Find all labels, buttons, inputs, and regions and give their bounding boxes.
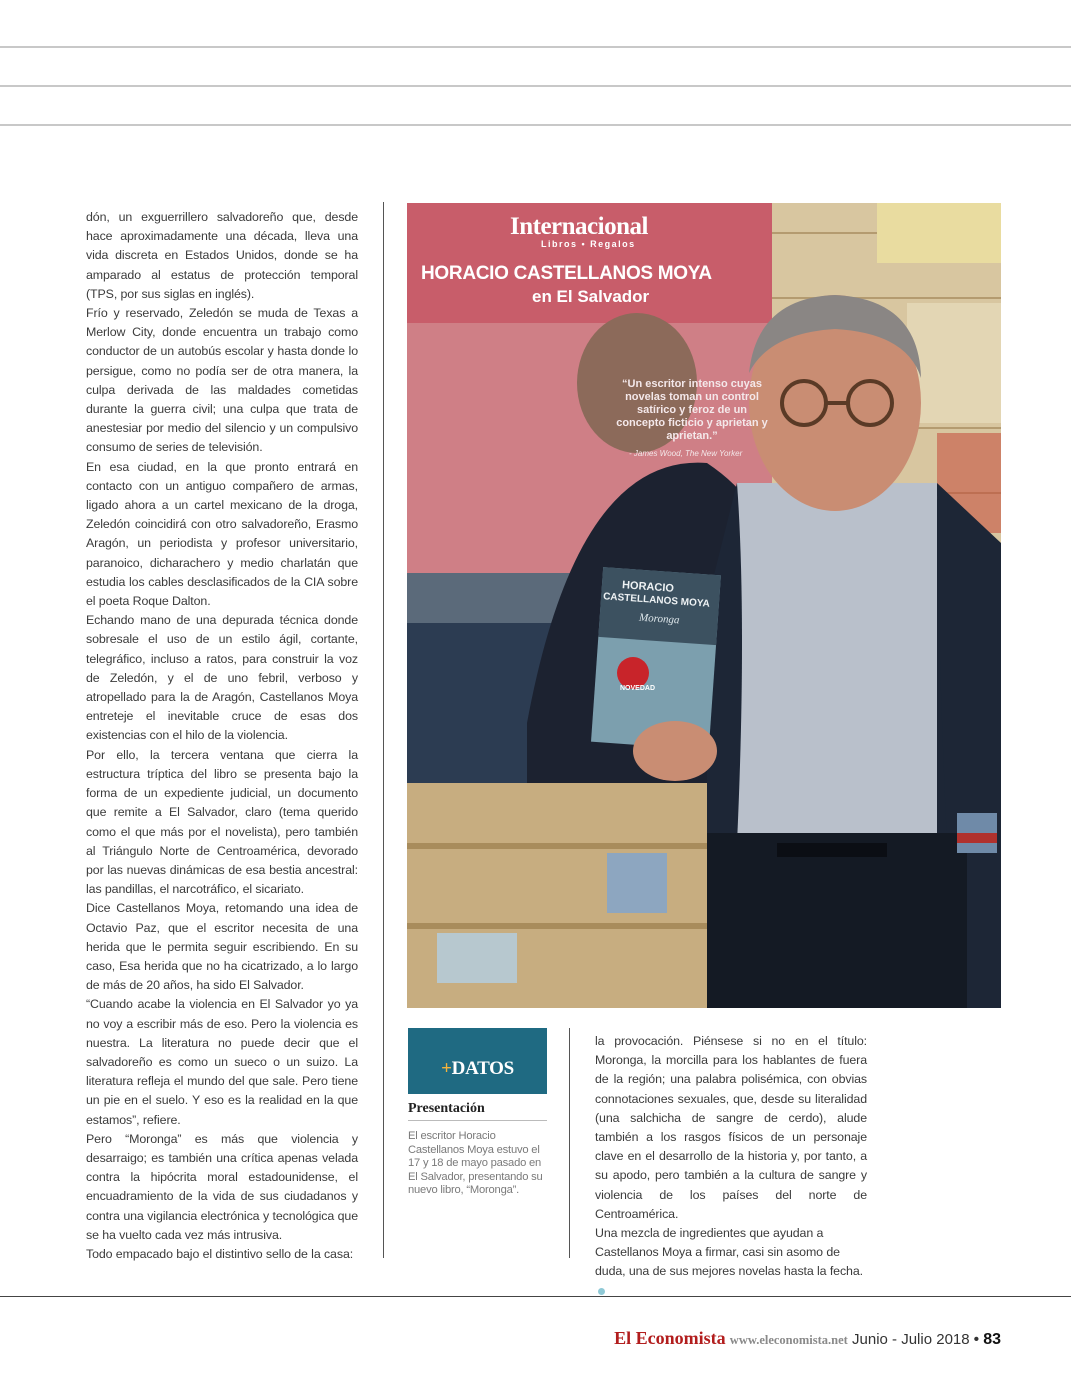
paragraph: “Cuando acabe la violencia en El Salvador yo ya no voy a escribir más de eso. Pero la violencia es nuestra. La literatura no puede decir que el salvadoreño es como un sueco o un suizo. La literatura refleja el mundo del que sale. Pero tiene un pie en el suelo. Y eso es la realidad en la que estamos”, refiere. [86, 997, 358, 1127]
banner-quote: “Un escritor intenso cuyas novelas toman un control satírico y feroz de un concepto ficticio y aprietan y aprietan.” [616, 378, 768, 442]
paragraph: la provocación. Piénsese si no en el título: Moronga, la morcilla para los hablantes de fuera de la región; una palabra polisémica, con obvias connotaciones sexuales, que, desde su literalidad (una salchicha de sangre de cerdo), alude también a los rasgos físicos de un personaje clave en el desarrollo de la historia y, por tanto, a su apodo, pero también a la cultura de sangre y violencia de los países del norte de Centroamérica. [595, 1034, 867, 1221]
paragraph: dón, un exguerrillero salvadoreño que, desde hace aproximadamente una década, lleva una vida discreta en Estados Unidos, donde se ha amparado al estatus de protección temporal (TPS, por sus siglas en inglés). [86, 210, 358, 301]
website-link[interactable]: www.eleconomista.net [729, 1333, 848, 1347]
footer-rule [0, 1296, 1071, 1297]
banner-title-location: en El Salvador [532, 287, 650, 306]
publication-name: El Economista [614, 1328, 726, 1348]
datos-box [408, 1028, 547, 1094]
end-mark-icon [598, 1288, 605, 1295]
banner-brand: Internacional [510, 213, 648, 240]
article-right-column [595, 1032, 867, 1301]
book-author-line-2: CASTELLANOS MOYA [602, 591, 711, 610]
header-rule-3 [0, 124, 1071, 126]
footer-bullet: • [973, 1331, 980, 1348]
paragraph: Por ello, la tercera ventana que cierra la estructura tríptica del libro se presenta bajo la forma de un expediente judicial, un documento que remite a El Salvador, claro (tema querido como el que más por el novelista), pero también al Triángulo Norte de Centroamérica, devorado por las nuevas dinámicas de esa bestia ancestral: las pandillas, el narcotráfico, el sicariato. [86, 747, 358, 897]
page-number: 83 [983, 1331, 1001, 1348]
header-rule-2 [0, 85, 1071, 87]
sidebar-divider [569, 1028, 570, 1258]
column-divider [383, 202, 384, 1258]
sidebar-text: El escritor Horacio Castellanos Moya estuvo el 17 y 18 de mayo pasado en El Salvador, presentando su nuevo libro, “Moronga”. [408, 1130, 543, 1197]
book-author-line-1: HORACIO [621, 579, 675, 595]
banner-quote-attribution: - James Wood, The New Yorker [629, 449, 743, 458]
page-footer [614, 1328, 1001, 1349]
paragraph: Pero “Moronga” es más que violencia y desarraigo; es también una crítica apenas velada contra la hipócrita moral estadounidense, el encuadramiento de la vida de sus ciudadanos y contra una vigilancia electrónica y tecnológica que se ha vuelto cada vez más intrusiva. [86, 1131, 358, 1242]
sidebar-title: Presentación [408, 1101, 547, 1121]
article-left-column [86, 208, 358, 1264]
banner-subtitle: Libros • Regalos [541, 239, 636, 249]
datos-heading: +DATOS [441, 1058, 514, 1079]
paragraph: Frío y reservado, Zeledón se muda de Texas a Merlow City, donde encuentra un trabajo como conductor de un autobús escolar y hasta donde lo persigue, como no podía ser de otra manera, la culpa derivada de las maldades cometidas durante la guerra civil; una culpa que trata de anestesiar por medio del silencio y un compulsivo consumo de series de televisión. [86, 306, 358, 455]
book-title: Moronga [638, 611, 680, 627]
book-badge: NOVEDAD [620, 685, 656, 692]
paragraph: Dice Castellanos Moya, retomando una idea de Octavio Paz, que el escritor necesita de una herida que le permita seguir escribiendo. En su caso, Esa herida que no ha cicatrizado, a lo largo de más de 20 años, ha sido El Salvador. [86, 901, 358, 993]
paragraph: Echando mano de una depurada técnica donde sobresale el uso de un estilo ágil, cortante, telegráfico, incluso a ratos, para construir la voz de Zeledón, y el de uno febril, verboso y atropellado para la de Aragón, Castellanos Moya entreteje el inevitable cruce de esas dos existencias con el hilo de la violencia. [86, 613, 358, 743]
paragraph: Todo empacado bajo el distintivo sello de la casa: [86, 1246, 354, 1261]
paragraph: Una mezcla de ingredientes que ayudan a Castellanos Moya a firmar, casi sin asomo de duda, una de sus mejores novelas hasta la fecha. [595, 1224, 867, 1301]
banner-title: HORACIO CASTELLANOS MOYA [421, 263, 712, 284]
paragraph: En esa ciudad, en la que pronto entrará en contacto con un antiguo compañero de armas, ligado ahora a un cartel mexicano de la droga, Zeledón coincidirá con otro salvadoreño, Erasmo Aragón, un periodista y profesor universitario, paranoico, dicharachero y medio charlatán que estudia los cables desclasificados de la CIA sobre el poeta Roque Dalton. [86, 459, 358, 609]
header-rule-1 [0, 46, 1071, 48]
article-photo [407, 203, 1001, 1008]
issue-date: Junio - Julio 2018 [852, 1331, 970, 1348]
